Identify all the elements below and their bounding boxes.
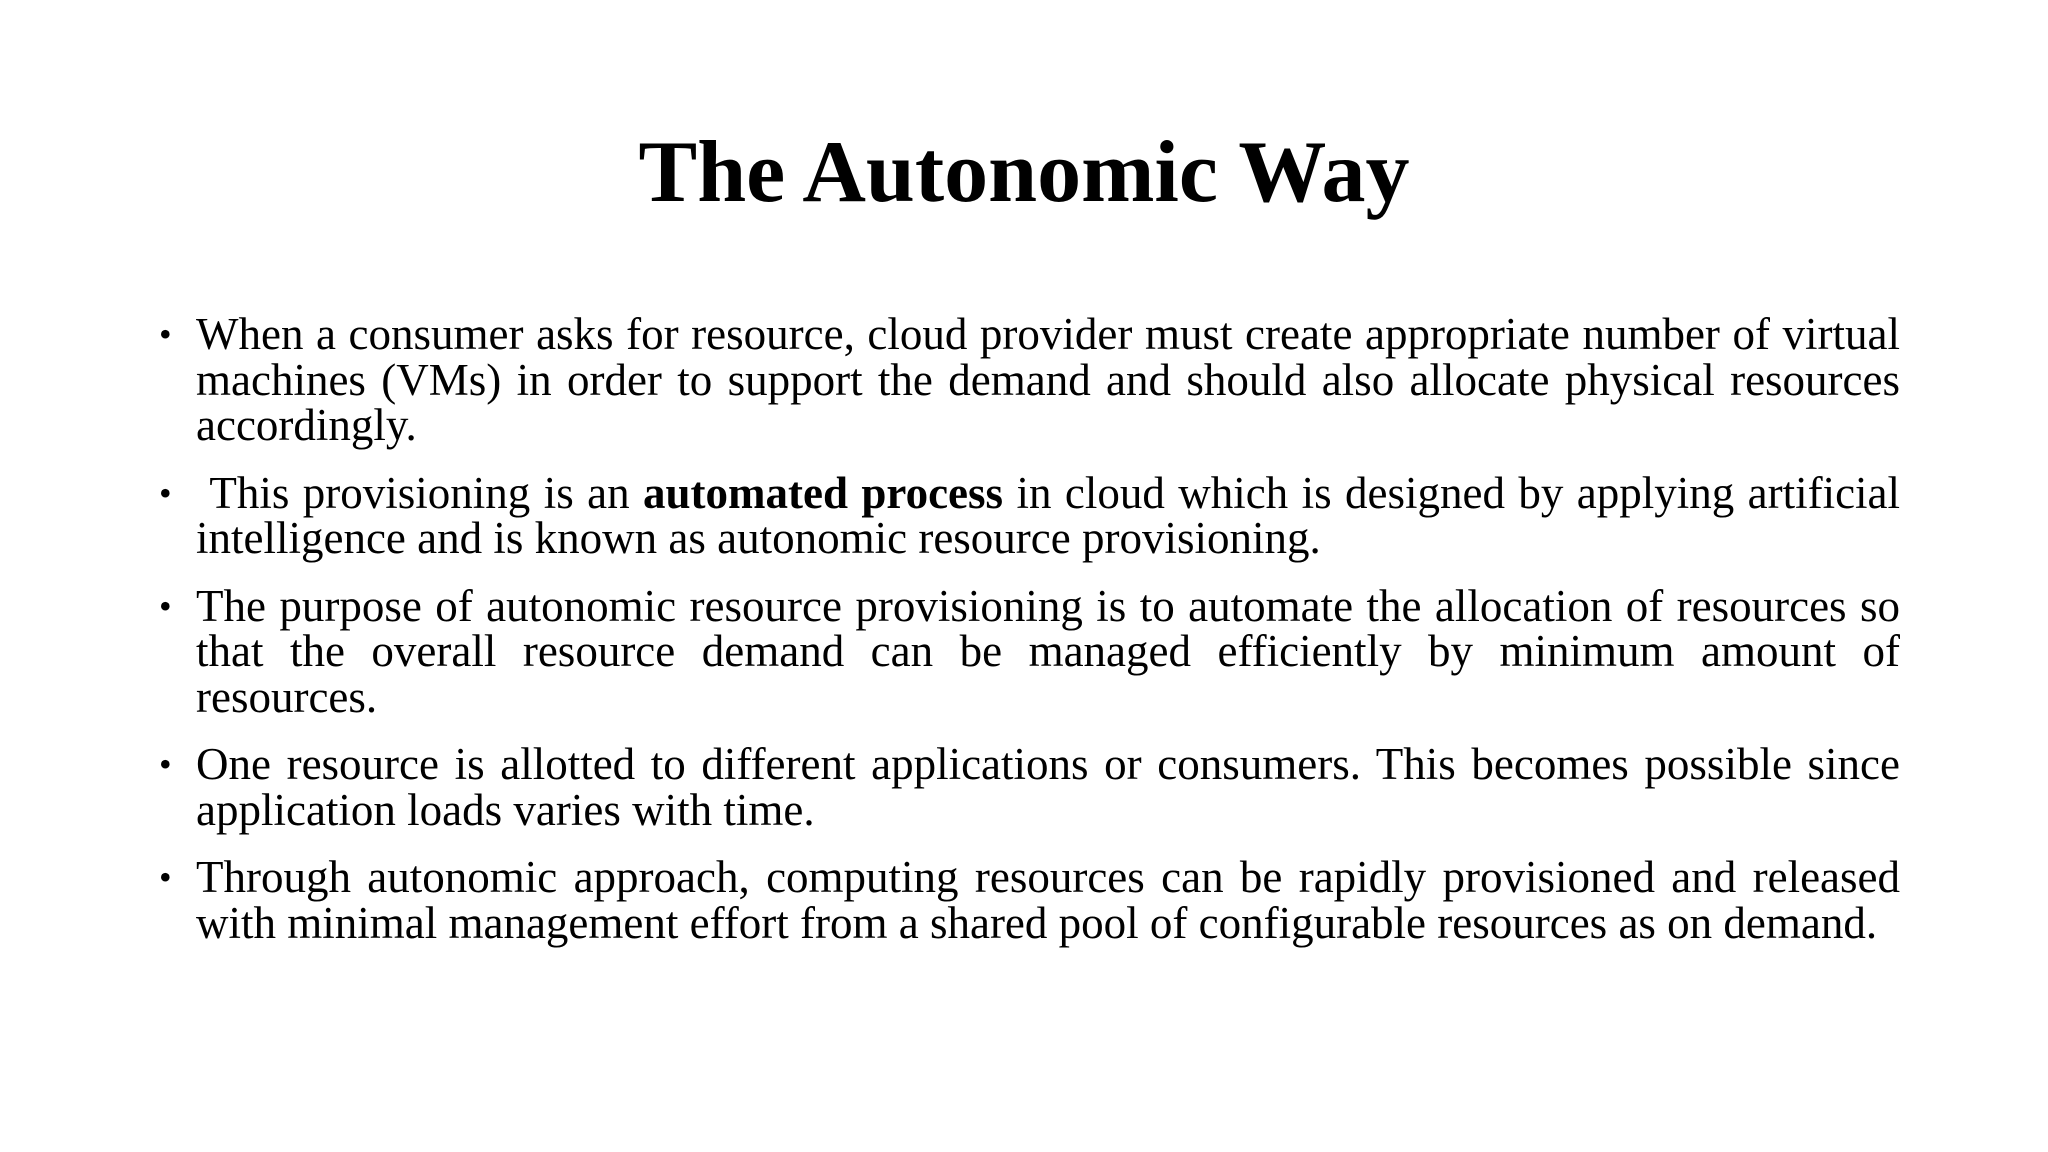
bullet-item-5 xyxy=(159,852,1900,948)
bullet-item-4 xyxy=(159,739,1900,835)
bullet-text: When a consumer asks for resource, cloud provider must create appropriate number of virtual machines (VMs) in order to support the demand and should also allocate physical resources accordingly. xyxy=(196,309,1900,450)
bullet-text: The purpose of autonomic resource provisioning is to automate the allocation of resources so that the overall resource demand can be managed efficiently by minimum amount of resources. xyxy=(196,580,1900,722)
bullet-text-emphasis: automated process xyxy=(643,467,1004,518)
slide-title: The Autonomic Way xyxy=(638,124,1410,221)
bullet-text: One resource is allotted to different applications or consumers. This becomes possible since application loads varies with time. xyxy=(196,739,1900,835)
bullet-list xyxy=(159,309,1901,968)
bullet-icon: • xyxy=(159,857,172,897)
bullet-icon: • xyxy=(159,744,172,784)
bullet-item-3 xyxy=(159,580,1900,722)
bullet-text-after: in cloud which is designed by applying artificial intelligence and is known as autonomic resource provisioning. xyxy=(196,467,1901,563)
bullet-text-before: This provisioning is an xyxy=(196,467,643,518)
bullet-text: Through autonomic approach, computing resources can be rapidly provisioned and released with minimal management effort from a shared pool of configurable resources as on demand. xyxy=(196,852,1900,948)
bullet-icon: • xyxy=(159,472,172,513)
bullet-icon: • xyxy=(159,314,172,354)
bullet-item-1 xyxy=(159,309,1900,450)
bullet-item-2 xyxy=(159,467,1901,563)
bullet-icon: • xyxy=(159,585,172,626)
